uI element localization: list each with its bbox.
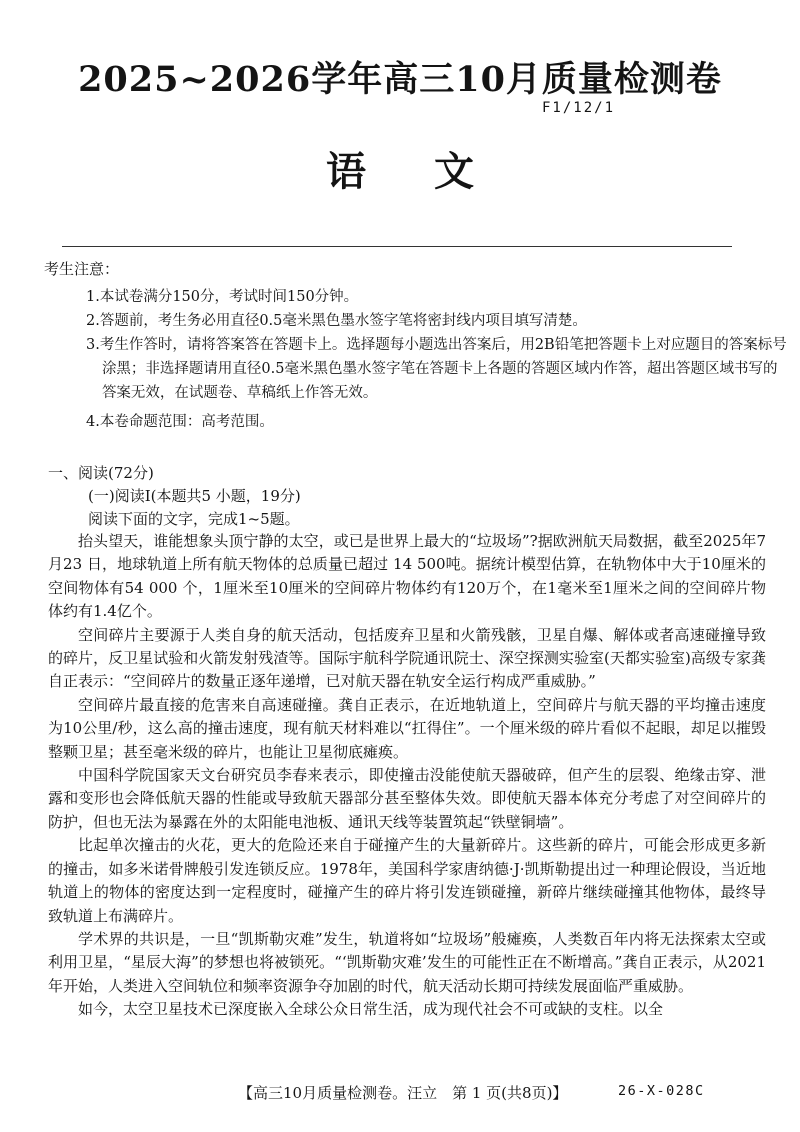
page-footer: 【高三10月质量检测卷。汪立 第 1 页(共8页)】 (238, 1084, 568, 1102)
reading-passage (48, 530, 766, 1022)
passage-paragraph: 比起单次撞击的火花，更大的危险还来自于碰撞产生的大量新碎片。这些新的碎片，可能会形成更多新的撞击，如多米诺骨牌般引发连锁反应。1978年，美国科学家唐纳德·J·凯斯勒提出过一种理论假设，当近地轨道上的物体的密度达到一定程度时，碰撞产生的碎片将引发连锁碰撞，新碎片继续碰撞其他物体，最终导致轨道上布满碎片。 (48, 836, 766, 925)
passage-paragraph: 中国科学院国家天文台研究员李春来表示，即使撞击没能使航天器破碎，但产生的层裂、绝缘击穿、泄露和变形也会降低航天器的性能或导致航天器部分甚至整体失效。即使航天器本体充分考虑了对空间碎片的防护，但也无法为暴露在外的太阳能电池板、通讯天线等装置筑起“铁壁铜墙”。 (48, 766, 766, 831)
exam-title: 2025~2026学年高三10月质量检测卷 (78, 59, 722, 100)
section-subheading: (一)阅读Ⅰ(本题共5 小题，19分) (88, 487, 301, 505)
passage-paragraph: 如今，太空卫星技术已深度嵌入全球公众日常生活，成为现代社会不可或缺的支柱。以全 (78, 1000, 664, 1019)
passage-paragraph: 空间碎片最直接的危害来自高速碰撞。龚自正表示，在近地轨道上，空间碎片与航天器的平均撞击速度为10公里/秒，这么高的撞击速度，现有航天材料难以“扛得住”。一个厘米级的碎片看似不起眼，却足以摧毁整颗卫星；甚至毫米级的碎片，也能让卫星彻底瘫痪。 (48, 695, 766, 761)
reading-instruction: 阅读下面的文字，完成1~5题。 (88, 510, 300, 528)
subject-title: 语文 (326, 148, 542, 195)
paper-code: F1/12/1 (542, 100, 616, 116)
notice-item: 2.答题前，考生务必用直径0.5毫米黑色墨水签字笔将密封线内项目填写清楚。 (86, 313, 587, 329)
notice-item: 3.考生作答时，请将答案答在答题卡上。选择题每小题选出答案后，用2B铅笔把答题卡上对应题目的答案标号涂黑；非选择题请用直径0.5毫米黑色墨水签字笔在答题卡上各题的答题区域内作答，超出答题区域书写的答案无效，在试题卷、草稿纸上作答无效。 (86, 337, 787, 401)
notice-item: 1.本试卷满分150分，考试时间150分钟。 (86, 289, 359, 305)
passage-paragraph: 抬头望天，谁能想象头顶宁静的太空，或已是世界上最大的“垃圾场”?据欧洲航天局数据，截至2025年7月23 日，地球轨道上所有航天物体的总质量已超过 14 500吨。据统计模型估算，在轨物体中大于10厘米的空间物体有54 000 个，1厘米至10厘米的空间碎片物体约有120万个，在1毫米至1厘米之间的空间碎片物体约有1.4亿个。 (48, 532, 766, 621)
notice-heading: 考生注意： (44, 260, 120, 278)
notice-item: 4.本卷命题范围：高考范围。 (86, 414, 274, 430)
passage-paragraph: 学术界的共识是，一旦“凯斯勒灾难”发生，轨道将如“垃圾场”般瘫痪，人类数百年内将无法探索太空或利用卫星，“星辰大海”的梦想也将被锁死。“‘凯斯勒灾难’发生的可能性正在不断增高。”龚自正表示，从2021年开始，人类进入空间轨位和频率资源争夺加剧的时代，航天活动长期可持续发展面临严重威胁。 (48, 929, 766, 995)
passage-paragraph: 空间碎片主要源于人类自身的航天活动，包括废弃卫星和火箭残骸，卫星自爆、解体或者高速碰撞导致的碎片，反卫星试验和火箭发射残渣等。国际宇航科学院通讯院士、深空探测实验室(天都实验室)高级专家龚自正表示：“空间碎片的数量正逐年递增，已对航天器在轨安全运行构成严重威胁。” (48, 625, 766, 691)
footer-code: 26-X-028C (618, 1083, 705, 1099)
section-heading: 一、阅读(72分) (48, 464, 154, 482)
header-divider (62, 246, 732, 247)
